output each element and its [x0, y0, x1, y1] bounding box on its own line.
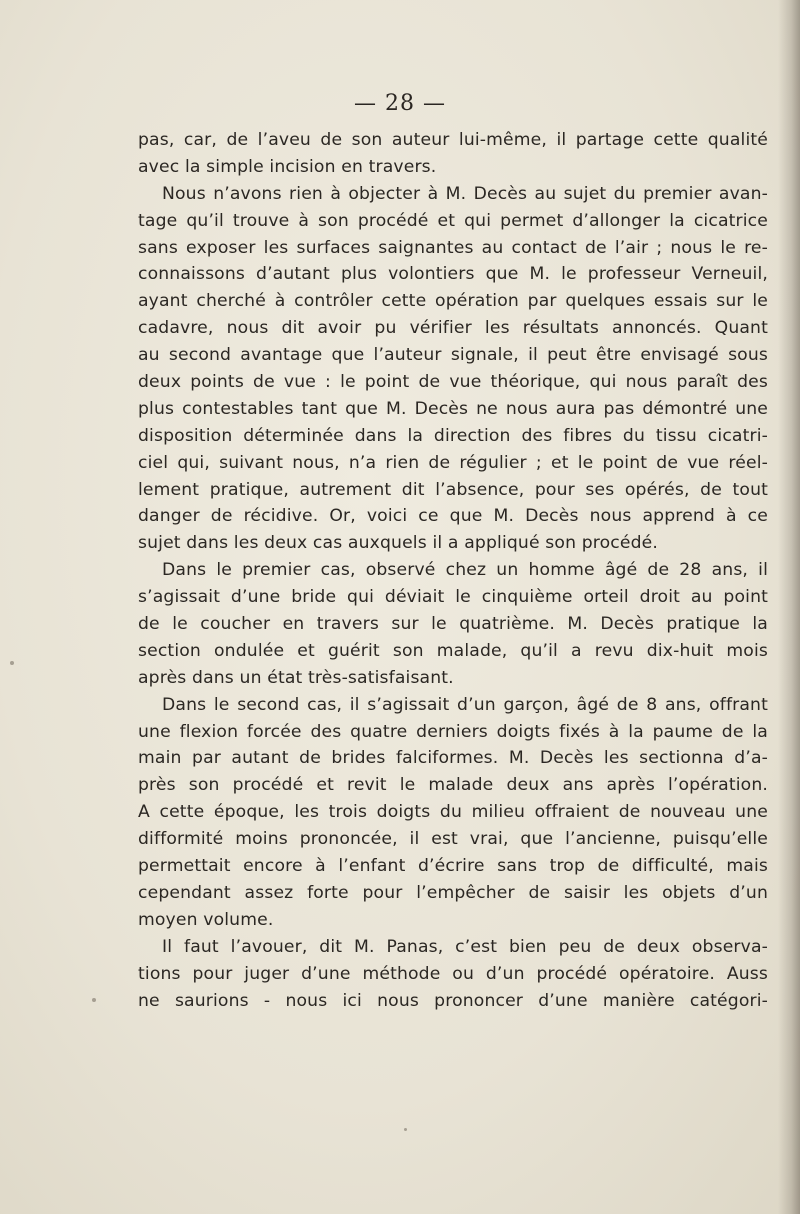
body-text [138, 127, 768, 1014]
text-line: A cette époque, les trois doigts du milieu offraient de nouveau une [138, 802, 768, 823]
text-line: tage qu’il trouve à son procédé et qui permet d’allonger la cicatrice [138, 210, 768, 231]
text-line: au second avantage que l’auteur signale, il peut être envisagé sous [138, 345, 768, 366]
text-line: Nous n’avons rien à objecter à M. Decès au sujet du premier avan- [162, 183, 768, 204]
text-line: main par autant de brides falciformes. M. Decès les sectionna d’a- [138, 748, 768, 769]
text-line: connaissons d’autant plus volontiers que M. le professeur Verneuil, [138, 264, 768, 285]
text-line: une flexion forcée des quatre derniers doigts fixés à la paume de la [138, 721, 768, 742]
print-speck [404, 1128, 407, 1131]
print-speck [92, 998, 96, 1002]
text-line: lement pratique, autrement dit l’absence, pour ses opérés, de tout [138, 479, 768, 500]
text-line: plus contestables tant que M. Decès ne nous aura pas démontré une [138, 398, 768, 419]
page-number: — 28 — [354, 91, 446, 116]
text-line: section ondulée et guérit son malade, qu’il a revu dix-huit mois [138, 640, 768, 661]
text-line: cependant assez forte pour l’empêcher de saisir les objets d’un [138, 882, 768, 903]
text-line: ne saurions - nous ici nous prononcer d’une manière catégori- [138, 990, 768, 1011]
text-line: pas, car, de l’aveu de son auteur lui-même, il partage cette qualité [138, 130, 768, 150]
text-line: tions pour juger d’une méthode ou d’un procédé opératoire. Auss [138, 963, 768, 984]
page-gutter-shadow [778, 0, 800, 1214]
text-line: cadavre, nous dit avoir pu vérifier les résultats annoncés. Quant [138, 318, 768, 339]
text-line: difformité moins prononcée, il est vrai, que l’ancienne, puisqu’elle [138, 829, 768, 850]
text-line: Dans le premier cas, observé chez un homme âgé de 28 ans, il [162, 560, 768, 581]
text-line: Dans le second cas, il s’agissait d’un garçon, âgé de 8 ans, offrant [162, 694, 768, 715]
text-line: moyen volume. [138, 909, 274, 930]
text-line: après dans un état très-satisfaisant. [138, 667, 454, 688]
text-line: sans exposer les surfaces saignantes au contact de l’air ; nous le re- [138, 237, 768, 258]
text-line: deux points de vue : le point de vue théorique, qui nous paraît des [138, 372, 768, 393]
text-line: Il faut l’avouer, dit M. Panas, c’est bien peu de deux observa- [162, 936, 768, 957]
text-line: sujet dans les deux cas auxquels il a appliqué son procédé. [138, 533, 659, 554]
text-line: près son procédé et revit le malade deux ans après l’opération. [138, 775, 768, 796]
text-line: de le coucher en travers sur le quatrième. M. Decès pratique la [138, 614, 768, 635]
text-line: ayant cherché à contrôler cette opération par quelques essais sur le [138, 291, 768, 312]
text-line: permettait encore à l’enfant d’écrire sans trop de difficulté, mais [138, 856, 768, 877]
text-line: ciel qui, suivant nous, n’a rien de régulier ; et le point de vue réel- [138, 452, 768, 473]
print-speck [10, 661, 14, 665]
text-line: avec la simple incision en travers. [138, 156, 437, 177]
text-line: disposition déterminée dans la direction des fibres du tissu cicatri- [138, 425, 768, 446]
text-line: danger de récidive. Or, voici ce que M. Decès nous apprend à ce [138, 506, 768, 527]
text-line: s’agissait d’une bride qui déviait le cinquième orteil droit au point [138, 587, 768, 608]
